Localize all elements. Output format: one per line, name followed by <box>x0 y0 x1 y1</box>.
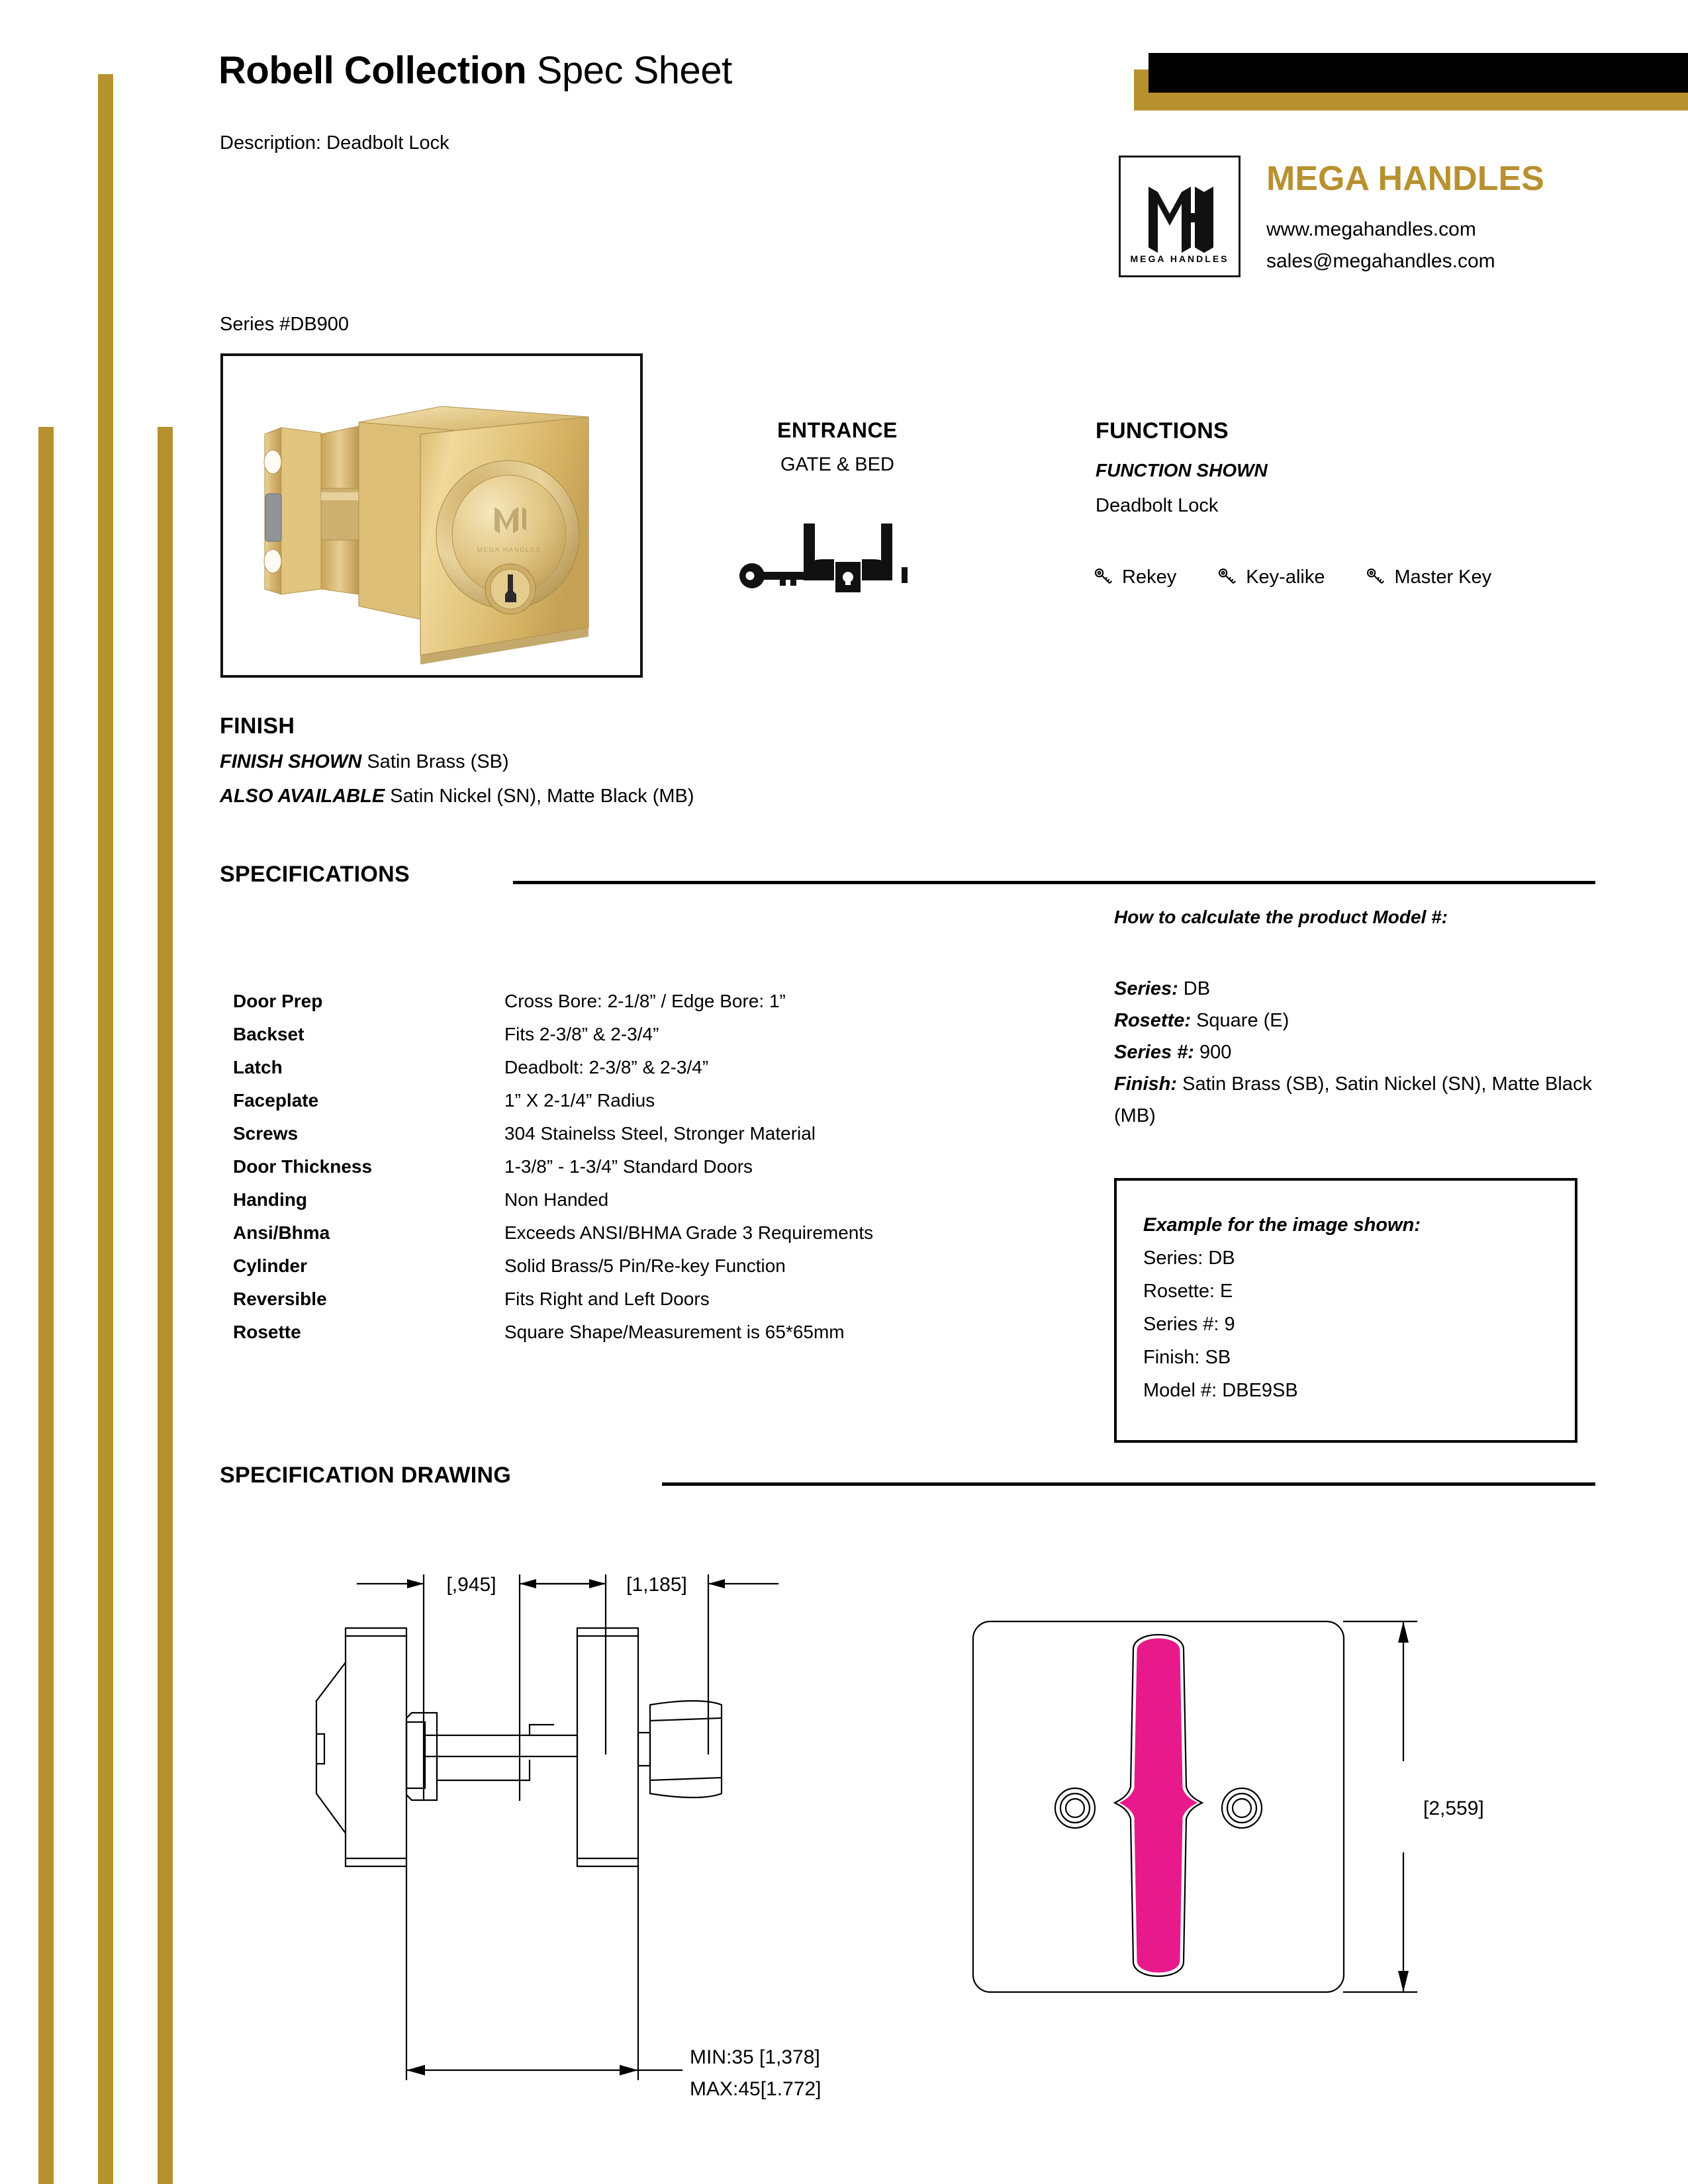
table-row <box>233 1183 873 1216</box>
entrance-subtitle: GATE & BED <box>780 454 894 475</box>
key-option-rekey <box>1092 566 1176 588</box>
spec-key: Faceplate <box>233 1090 319 1111</box>
decorative-gold-stripe-center <box>98 74 113 2184</box>
example-heading: Example for the image shown: <box>1143 1214 1421 1236</box>
model-calc-value: Square (E) <box>1196 1010 1289 1031</box>
product-image-frame <box>220 353 643 678</box>
spec-key: Screws <box>233 1123 299 1144</box>
product-photo-deadbolt <box>223 356 640 675</box>
decorative-gold-stripe-left <box>38 427 54 2184</box>
svg-text:MEGA HANDLES: MEGA HANDLES <box>477 547 541 554</box>
specifications-heading: SPECIFICATIONS <box>220 862 410 887</box>
table-row <box>233 1283 873 1316</box>
dim-bottom-min-label: MIN:35 [1,378] <box>690 2046 820 2068</box>
dim-top-right-label: [1,185] <box>626 1574 687 1596</box>
spec-value: Cross Bore: 2-1/8” / Edge Bore: 1” <box>504 991 786 1011</box>
specifications-rule <box>513 881 1595 884</box>
brand-website[interactable]: www.megahandles.com <box>1266 218 1476 240</box>
spec-value: Non Handed <box>504 1189 609 1210</box>
key-icon <box>1092 566 1115 588</box>
finish-title: FINISH <box>220 713 295 739</box>
spec-key: Door Prep <box>233 991 323 1011</box>
page-title <box>218 49 732 92</box>
product-description: Description: Deadbolt Lock <box>220 132 449 154</box>
function-shown-label: FUNCTION SHOWN <box>1096 460 1268 480</box>
spec-key: Handing <box>233 1189 307 1210</box>
specifications-table <box>233 985 873 1349</box>
spec-value: Square Shape/Measurement is 65*65mm <box>504 1322 845 1342</box>
model-calc-line <box>1114 1005 1617 1036</box>
table-row <box>233 1216 873 1250</box>
example-line: Finish: SB <box>1143 1347 1231 1368</box>
specification-drawing-heading: SPECIFICATION DRAWING <box>220 1463 512 1488</box>
drawing-svg <box>218 1522 1609 2158</box>
finish-shown-row <box>220 751 509 773</box>
model-calc-label: Series #: <box>1114 1042 1194 1063</box>
table-row <box>233 1250 873 1283</box>
brand-logo <box>1119 156 1241 277</box>
mh-monogram-icon <box>1143 184 1216 255</box>
table-row <box>233 1051 873 1084</box>
brand-email[interactable]: sales@megahandles.com <box>1266 250 1495 272</box>
spec-key: Door Thickness <box>233 1156 373 1177</box>
spec-key: Rosette <box>233 1322 301 1342</box>
key-option-label: Master Key <box>1394 566 1492 588</box>
dim-bottom-max-label: MAX:45[1.772] <box>690 2078 821 2100</box>
finish-shown-label: FINISH SHOWN <box>220 751 362 772</box>
door-lever-and-key-icon <box>735 513 940 592</box>
model-calc-line <box>1114 1068 1617 1132</box>
spec-key: Reversible <box>233 1289 327 1309</box>
thumbturn-accent-shape <box>1120 1639 1197 1972</box>
example-model-list <box>1143 1208 1421 1407</box>
spec-key: Ansi/Bhma <box>233 1222 330 1243</box>
model-calc-line <box>1114 973 1617 1005</box>
model-calc-title: How to calculate the product Model #: <box>1114 907 1448 927</box>
key-icon <box>1216 566 1239 588</box>
spec-value: 1” X 2-1/4” Radius <box>504 1090 655 1111</box>
table-row <box>233 1084 873 1117</box>
brand-name: MEGA HANDLES <box>1266 159 1544 198</box>
spec-value: Fits Right and Left Doors <box>504 1289 710 1309</box>
decorative-gold-stripe-right <box>158 427 173 2184</box>
spec-value: Deadbolt: 2-3/8” & 2-3/4” <box>504 1057 709 1077</box>
specification-drawing-rule <box>662 1482 1595 1486</box>
spec-value: 1-3/8” - 1-3/4” Standard Doors <box>504 1156 753 1177</box>
functions-title: FUNCTIONS <box>1096 418 1229 443</box>
finish-shown-value: Satin Brass (SB) <box>367 751 509 772</box>
page-title-regular: Spec Sheet <box>526 49 732 92</box>
example-line: Series: DB <box>1143 1248 1235 1269</box>
key-option-key-alike <box>1216 566 1325 588</box>
key-icon <box>1364 566 1387 588</box>
model-calc-label: Rosette: <box>1114 1010 1192 1031</box>
model-calc-label: Series: <box>1114 978 1178 999</box>
key-option-label: Key-alike <box>1246 566 1325 588</box>
finish-also-value: Satin Nickel (SN), Matte Black (MB) <box>390 786 694 807</box>
specification-drawing <box>218 1522 1609 2158</box>
model-calc-label: Finish: <box>1114 1073 1178 1095</box>
model-calc-list <box>1114 973 1617 1132</box>
finish-also-row <box>220 786 694 807</box>
finish-also-label: ALSO AVAILABLE <box>220 786 385 807</box>
example-line: Rosette: E <box>1143 1281 1233 1302</box>
example-model-box <box>1114 1178 1577 1443</box>
model-calc-value: DB <box>1183 978 1211 999</box>
dim-top-left-label: [,945] <box>446 1574 496 1596</box>
model-calc-value: Satin Brass (SB), Satin Nickel (SN), Matte Black (MB) <box>1114 1073 1592 1126</box>
spec-key: Cylinder <box>233 1255 308 1276</box>
spec-value: Solid Brass/5 Pin/Re-key Function <box>504 1255 786 1276</box>
key-options-list <box>1092 566 1491 588</box>
key-option-label: Rekey <box>1122 566 1177 588</box>
page-title-bold: Robell Collection <box>218 49 527 92</box>
brand-logo-caption: MEGA HANDLES <box>1130 253 1229 264</box>
key-option-master-key <box>1364 566 1491 588</box>
table-row <box>233 1150 873 1183</box>
dim-right-height-label: [2,559] <box>1423 1797 1484 1819</box>
table-row <box>233 1018 873 1051</box>
table-row <box>233 985 873 1018</box>
spec-value: Exceeds ANSI/BHMA Grade 3 Requirements <box>504 1222 874 1243</box>
spec-key: Backset <box>233 1024 305 1044</box>
function-shown-value: Deadbolt Lock <box>1096 495 1219 516</box>
table-row <box>233 1316 873 1349</box>
table-row <box>233 1117 873 1150</box>
model-calc-line <box>1114 1036 1617 1068</box>
series-number-label: Series #DB900 <box>220 314 350 335</box>
example-line: Series #: 9 <box>1143 1314 1235 1335</box>
spec-value: Fits 2-3/8” & 2-3/4” <box>504 1024 659 1044</box>
header-black-bar <box>1149 53 1688 93</box>
spec-key: Latch <box>233 1057 283 1077</box>
example-line: Model #: DBE9SB <box>1143 1380 1298 1401</box>
spec-value: 304 Stainelss Steel, Stronger Material <box>504 1123 816 1144</box>
model-calc-value: 900 <box>1199 1042 1232 1063</box>
entrance-title: ENTRANCE <box>777 418 898 442</box>
